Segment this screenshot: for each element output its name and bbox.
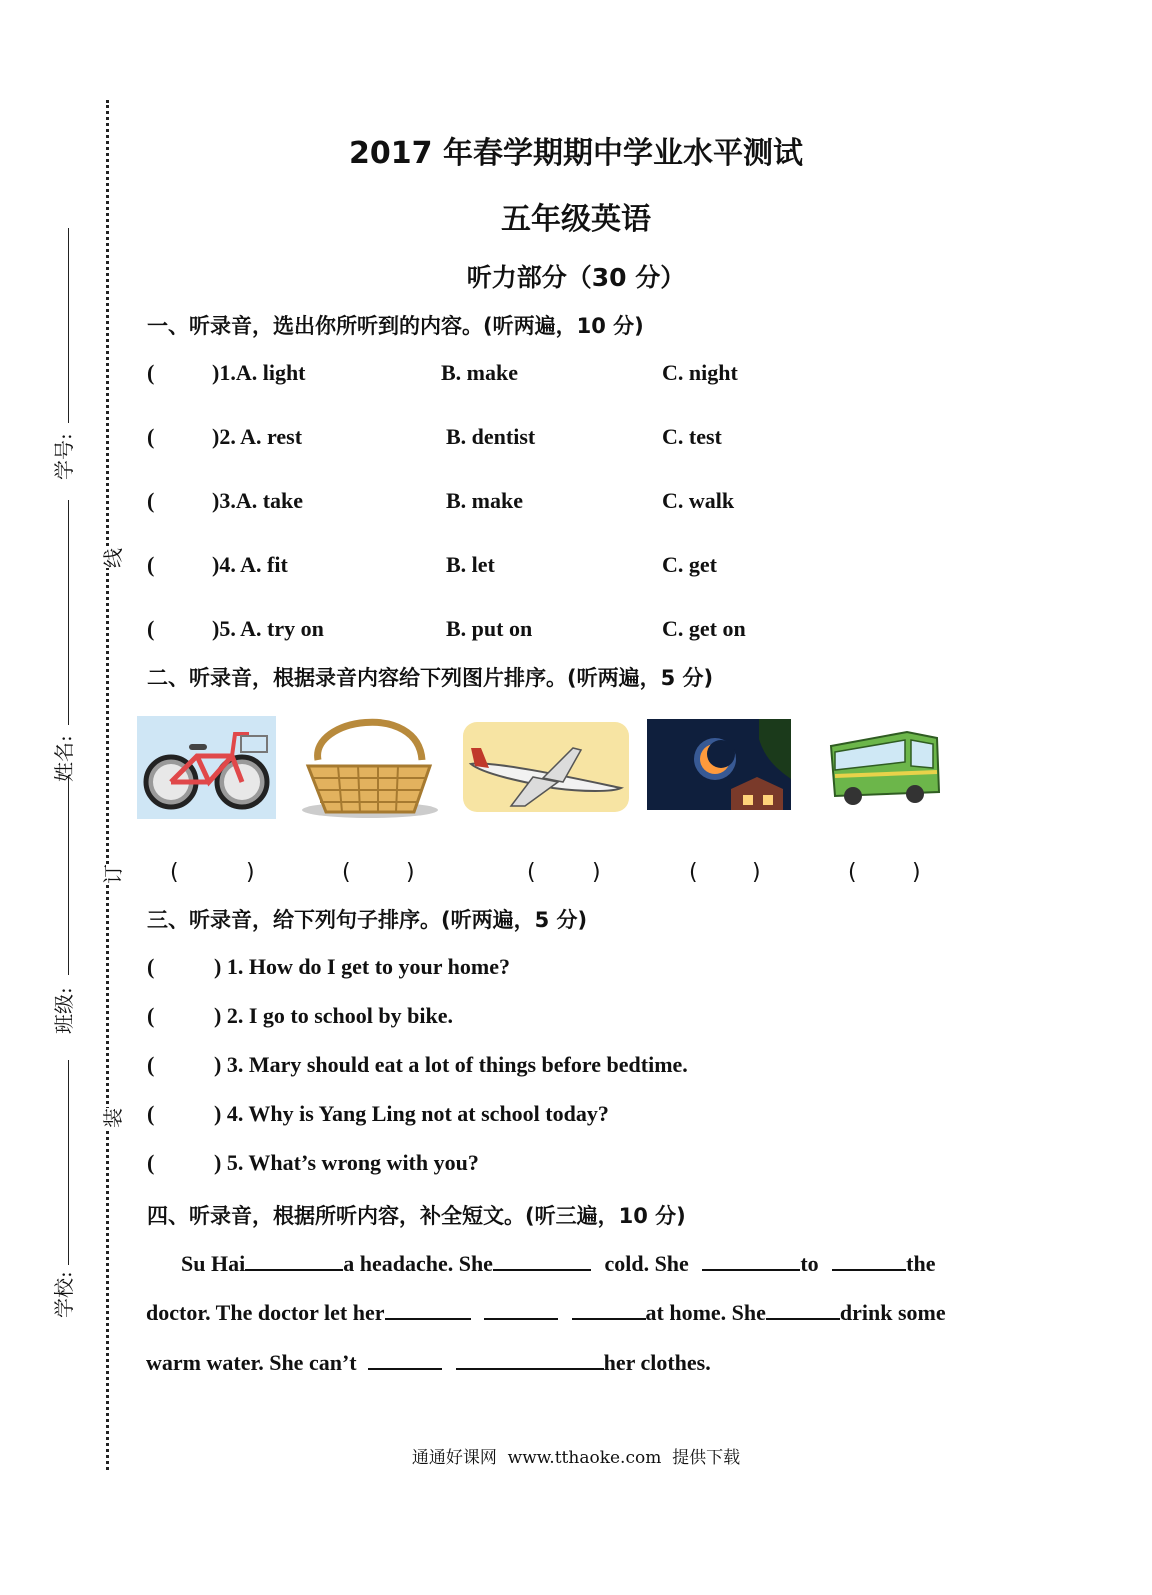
cloze-blank-6[interactable] — [484, 1298, 558, 1320]
s1-item5-a: )5. A. try on — [212, 616, 324, 641]
footer-credit: 通通好课网 www.tthaoke.com 提供下载 — [411, 1448, 741, 1468]
s1-item4-c: C. get — [662, 552, 717, 577]
cloze-blank-2[interactable] — [493, 1249, 591, 1271]
ding-mark: 订 — [97, 864, 126, 884]
s1-item5-b: B. put on — [446, 616, 533, 641]
cloze-line1 — [181, 1249, 935, 1277]
cloze-blank-5[interactable] — [385, 1298, 471, 1320]
s1-item5-paren[interactable]: ( — [147, 616, 155, 641]
s3-item5-paren[interactable]: ( — [147, 1150, 155, 1175]
pic5-paren-close: ) — [912, 860, 921, 885]
cloze-blank-1[interactable] — [245, 1249, 343, 1271]
cloze-text-clothes: her clothes. — [603, 1350, 711, 1375]
cloze-blank-9[interactable] — [368, 1348, 442, 1370]
cloze-blank-8[interactable] — [766, 1298, 840, 1320]
exam-title: 2017 年春学期期中学业水平测试 — [349, 136, 803, 171]
cloze-text-headache: a headache. She — [343, 1251, 493, 1276]
s3-item4-paren[interactable]: ( — [147, 1101, 155, 1126]
s3-item3-paren[interactable]: ( — [147, 1052, 155, 1077]
cloze-blank-4[interactable] — [832, 1249, 906, 1271]
zhuang-mark: 装 — [97, 1108, 126, 1128]
name-blank-line[interactable] — [68, 500, 69, 725]
cloze-text-doctor: doctor. The doctor let her — [146, 1300, 385, 1325]
exam-subtitle: 五年级英语 — [501, 202, 651, 237]
section1-heading: 一、听录音，选出你所听到的内容。(听两遍，10 分) — [147, 314, 644, 338]
xian-mark: 线 — [97, 548, 126, 568]
number-label: 学号: — [52, 433, 76, 480]
s1-item3-c: C. walk — [662, 488, 735, 513]
s1-item4-b: B. let — [446, 552, 495, 577]
bus-picture — [827, 726, 943, 810]
school-label: 学校: — [52, 1271, 76, 1318]
cloze-blank-3[interactable] — [702, 1249, 800, 1271]
cloze-text-warm-water: warm water. She can’t — [146, 1350, 357, 1375]
pic4-paren-open[interactable]: ( — [689, 860, 698, 885]
airplane-picture — [463, 722, 629, 812]
section3-heading: 三、听录音，给下列句子排序。(听两遍，5 分) — [147, 908, 588, 932]
s3-item2-text: ) 2. I go to school by bike. — [214, 1003, 453, 1028]
class-blank-line[interactable] — [68, 775, 69, 975]
cloze-text-cold: cold. She — [604, 1251, 689, 1276]
bicycle-picture — [137, 716, 276, 819]
s1-item1-b: B. make — [441, 360, 518, 385]
s1-item3-b: B. make — [446, 488, 523, 513]
pic1-paren-open[interactable]: ( — [170, 860, 179, 885]
s1-item4-paren[interactable]: ( — [147, 552, 155, 577]
moon-night-picture — [647, 719, 791, 810]
pic3-paren-open[interactable]: ( — [527, 860, 536, 885]
s1-item2-a: )2. A. rest — [212, 424, 303, 449]
cloze-text-at-home: at home. She — [645, 1300, 766, 1325]
s3-item1-text: ) 1. How do I get to your home? — [214, 954, 510, 979]
s1-item1-c: C. night — [662, 360, 738, 385]
cloze-text-drink: drink some — [839, 1300, 946, 1325]
s1-item2-c: C. test — [662, 424, 722, 449]
s3-item3-text: ) 3. Mary should eat a lot of things before bedtime. — [214, 1052, 688, 1077]
cloze-text-the: the — [906, 1251, 936, 1276]
cloze-blank-7[interactable] — [572, 1298, 646, 1320]
cloze-blank-10[interactable] — [456, 1348, 604, 1370]
s1-item5-c: C. get on — [662, 616, 746, 641]
s1-item1-paren[interactable]: ( — [147, 360, 155, 385]
part-title: 听力部分（30 分） — [466, 263, 686, 292]
cloze-line2 — [146, 1298, 946, 1326]
class-label: 班级: — [52, 987, 76, 1034]
s1-item3-paren[interactable]: ( — [147, 488, 155, 513]
s1-item2-paren[interactable]: ( — [147, 424, 155, 449]
s1-item1-a: )1.A. light — [212, 360, 306, 385]
cloze-text-su-hai: Su Hai — [181, 1251, 246, 1276]
basket-picture — [298, 708, 440, 822]
s1-item2-b: B. dentist — [446, 424, 536, 449]
s1-item4-a: )4. A. fit — [212, 552, 288, 577]
s1-item3-a: )3.A. take — [212, 488, 304, 513]
pic4-paren-close: ) — [752, 860, 761, 885]
section2-heading: 二、听录音，根据录音内容给下列图片排序。(听两遍，5 分) — [147, 666, 714, 690]
s3-item4-text: ) 4. Why is Yang Ling not at school today? — [214, 1101, 609, 1126]
cloze-line3 — [146, 1348, 711, 1376]
pic2-paren-close: ) — [406, 860, 415, 885]
binding-dotted-line — [106, 100, 109, 1470]
cloze-text-to: to — [800, 1251, 819, 1276]
s3-item1-paren[interactable]: ( — [147, 954, 155, 979]
s3-item5-text: ) 5. What’s wrong with you? — [214, 1150, 479, 1175]
section4-heading: 四、听录音，根据所听内容，补全短文。(听三遍，10 分) — [147, 1204, 686, 1228]
name-label: 姓名: — [52, 735, 76, 782]
pic3-paren-close: ) — [592, 860, 601, 885]
pic5-paren-open[interactable]: ( — [848, 860, 857, 885]
s3-item2-paren[interactable]: ( — [147, 1003, 155, 1028]
pic2-paren-open[interactable]: ( — [342, 860, 351, 885]
school-blank-line[interactable] — [68, 1060, 69, 1265]
pic1-paren-close: ) — [246, 860, 255, 885]
